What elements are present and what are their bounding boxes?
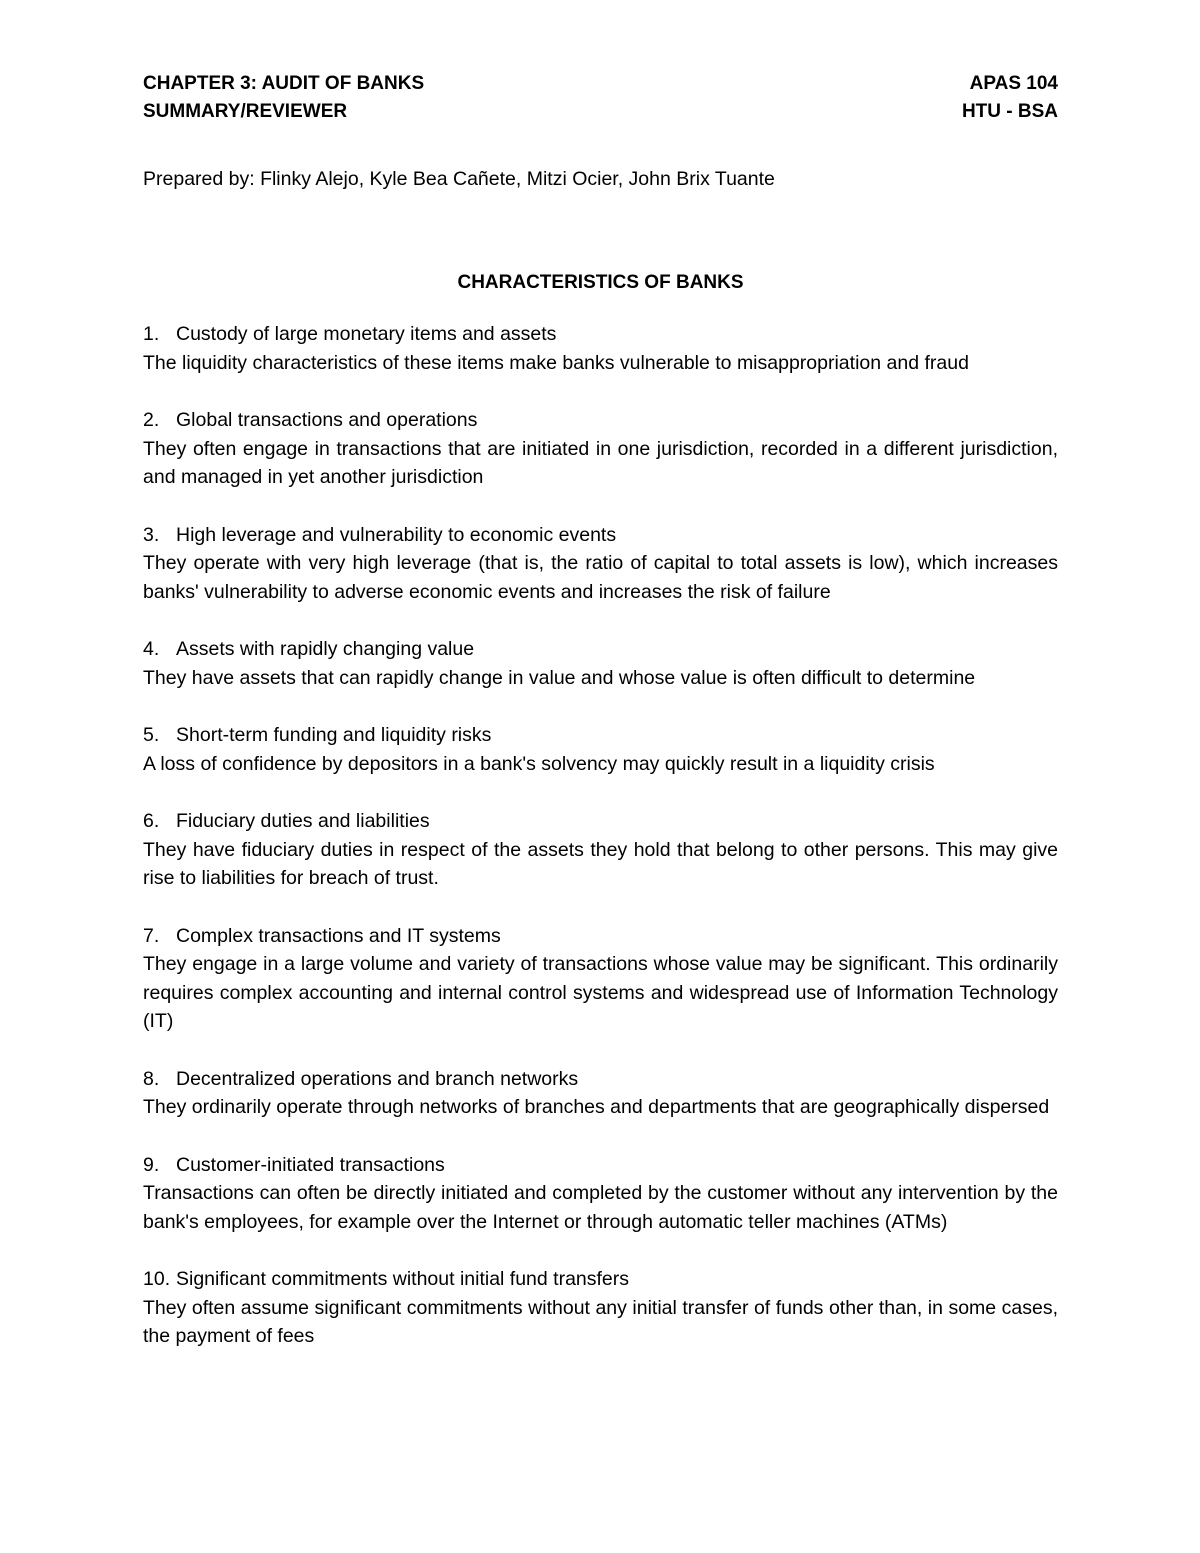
item-title: Short-term funding and liquidity risks — [176, 724, 492, 746]
item-description: The liquidity characteristics of these items make banks vulnerable to misappropriation and fraud — [143, 351, 969, 374]
item-description: They often engage in transactions that are initiated in one jurisdiction, recorded in a different jurisdiction, and managed in yet another jurisdiction — [143, 437, 1058, 488]
item-number: 6. — [143, 810, 160, 832]
list-item — [143, 1065, 1058, 1122]
list-item — [143, 521, 1058, 607]
item-number: 8. — [143, 1067, 160, 1090]
document-header — [143, 70, 1058, 126]
item-title: Fiduciary duties and liabilities — [176, 810, 430, 832]
item-description: A loss of confidence by depositors in a bank's solvency may quickly result in a liquidity crisis — [143, 752, 935, 775]
item-heading — [143, 320, 1058, 349]
item-number: 7. — [143, 924, 160, 947]
item-description: They operate with very high leverage (that is, the ratio of capital to total assets is low), which increases banks' vulnerability to adverse economic events and increases the risk of failure — [143, 552, 1058, 603]
item-heading — [143, 807, 1058, 836]
item-title: Significant commitments without initial fund transfers — [176, 1268, 630, 1290]
item-heading — [143, 1265, 1058, 1294]
item-description: They engage in a large volume and variety of transactions whose value may be significant. This ordinarily requires complex accounting and internal control systems and widespread use of Information Technology (IT) — [143, 953, 1058, 1032]
characteristics-list — [143, 320, 1058, 1380]
item-title: Complex transactions and IT systems — [176, 924, 501, 947]
document-type: SUMMARY/REVIEWER — [143, 101, 348, 122]
item-number: 9. — [143, 1153, 160, 1176]
item-title: Global transactions and operations — [176, 409, 478, 431]
list-item — [143, 635, 1058, 692]
section-title: CHARACTERISTICS OF BANKS — [457, 272, 744, 293]
item-number: 2. — [143, 409, 160, 431]
item-heading — [143, 922, 1058, 951]
item-heading — [143, 635, 1058, 664]
item-title: High leverage and vulnerability to economic events — [176, 523, 617, 546]
list-item — [143, 922, 1058, 1036]
item-number: 10. — [143, 1268, 171, 1290]
course-code: APAS 104 — [969, 73, 1058, 94]
item-title: Custody of large monetary items and assets — [176, 323, 557, 345]
item-description: They have assets that can rapidly change in value and whose value is often difficult to determine — [143, 666, 976, 689]
item-title: Assets with rapidly changing value — [176, 638, 475, 660]
item-title: Customer-initiated transactions — [176, 1153, 445, 1176]
header-row-1 — [143, 70, 1058, 98]
list-item — [143, 406, 1058, 492]
item-number: 4. — [143, 638, 160, 660]
program-label: HTU - BSA — [961, 101, 1058, 122]
item-number: 3. — [143, 523, 160, 546]
item-title: Decentralized operations and branch networks — [176, 1067, 579, 1090]
list-item — [143, 1265, 1058, 1351]
item-number: 1. — [143, 323, 160, 345]
header-row-2 — [143, 98, 1058, 126]
item-description: Transactions can often be directly initiated and completed by the customer without any intervention by the bank's employees, for example over the Internet or through automatic teller machines (ATMs) — [143, 1182, 1058, 1233]
item-description: They ordinarily operate through networks of branches and departments that are geographically dispersed — [143, 1096, 1050, 1118]
item-heading — [143, 406, 1058, 435]
item-description: They have fiduciary duties in respect of the assets they hold that belong to other persons. This may give rise to liabilities for breach of trust. — [143, 838, 1058, 889]
item-heading — [143, 1065, 1058, 1094]
chapter-title: CHAPTER 3: AUDIT OF BANKS — [143, 73, 425, 94]
list-item — [143, 721, 1058, 778]
item-description: They often assume significant commitments without any initial transfer of funds other than, in some cases, the payment of fees — [143, 1296, 1058, 1347]
item-number: 5. — [143, 724, 160, 746]
item-heading — [143, 521, 1058, 550]
list-item — [143, 1151, 1058, 1237]
item-heading — [143, 1151, 1058, 1180]
list-item — [143, 320, 1058, 377]
item-heading — [143, 721, 1058, 750]
prepared-by: Prepared by: Flinky Alejo, Kyle Bea Cañete, Mitzi Ocier, John Brix Tuante — [143, 168, 775, 190]
list-item — [143, 807, 1058, 893]
